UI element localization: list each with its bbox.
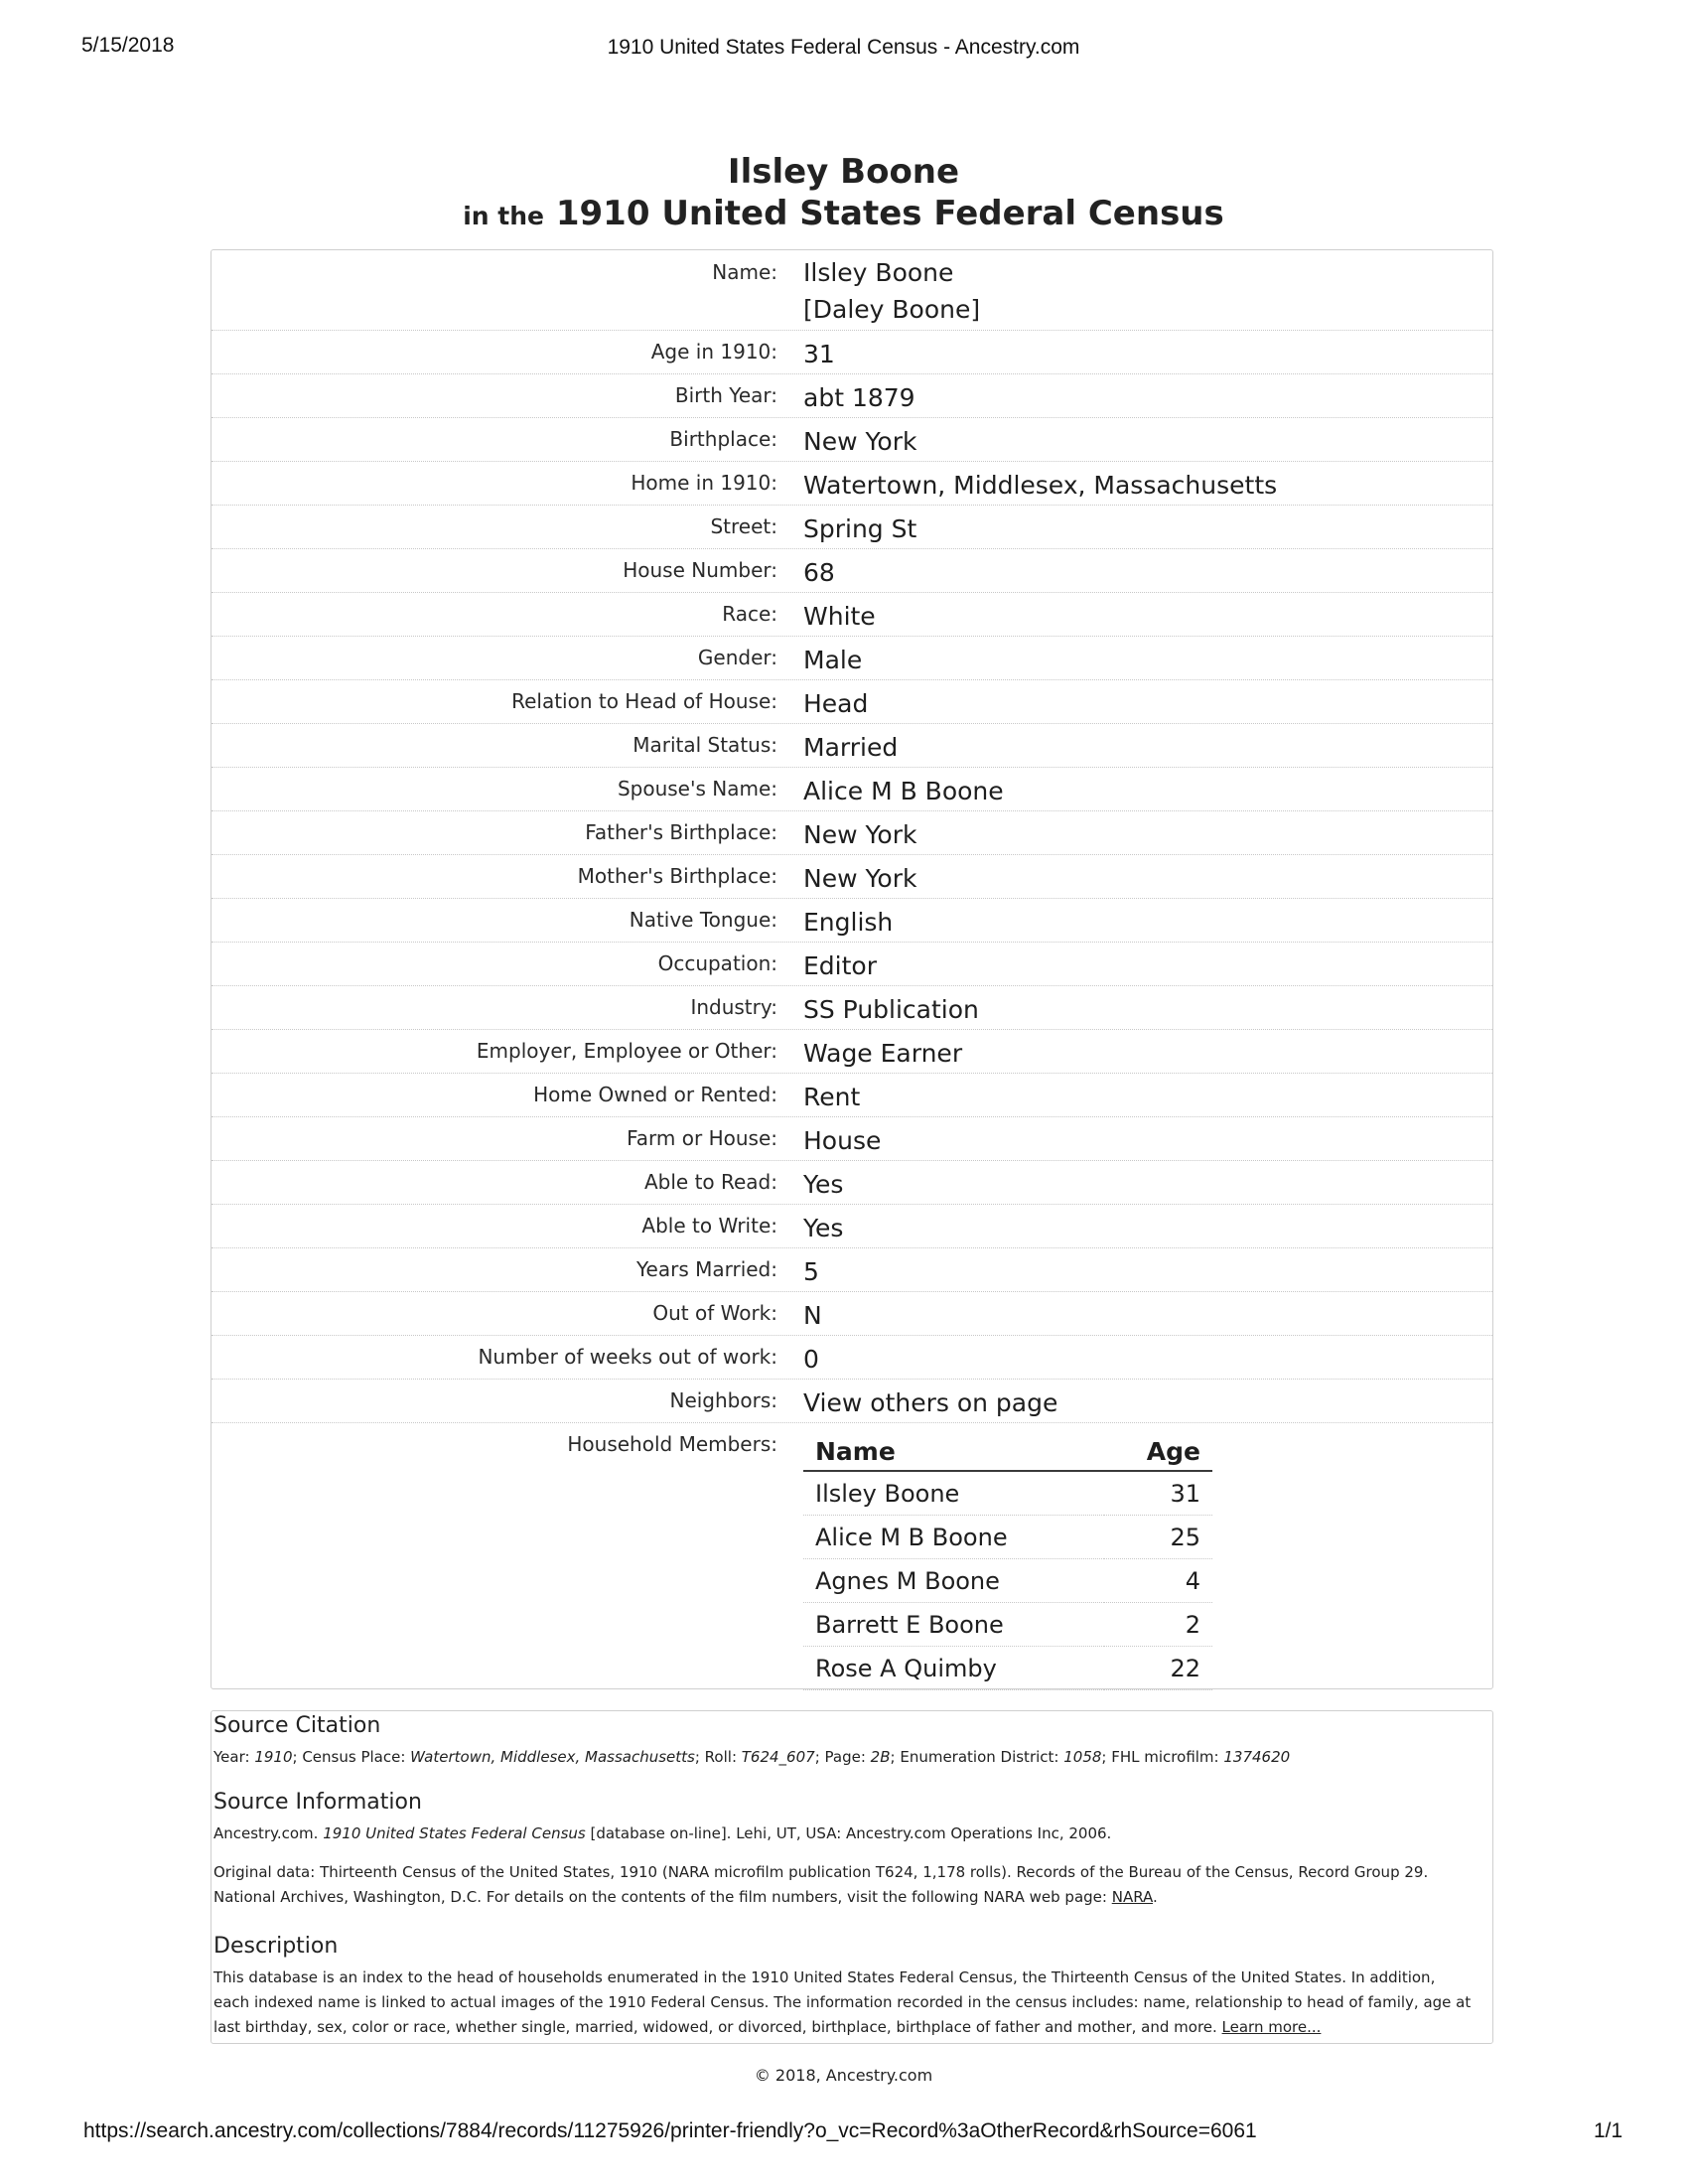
citation-year: 1910 bbox=[254, 1748, 293, 1766]
record-value: New York bbox=[803, 864, 917, 893]
record-value bbox=[803, 1384, 1057, 1421]
citation-fhl: 1374620 bbox=[1223, 1748, 1291, 1766]
citation-label: ; Page: bbox=[814, 1748, 871, 1766]
household-name-header: Name bbox=[803, 1432, 1104, 1471]
household-member-name: Agnes M Boone bbox=[803, 1559, 1104, 1603]
record-value: Rent bbox=[803, 1083, 861, 1111]
record-row bbox=[211, 898, 1492, 943]
collection-name: 1910 United States Federal Census bbox=[555, 194, 1224, 233]
name-primary: Ilsley Boone bbox=[803, 258, 954, 287]
household-member-row bbox=[803, 1559, 1212, 1603]
person-name-heading: Ilsley Boone bbox=[727, 152, 960, 192]
record-row-name bbox=[211, 250, 1492, 331]
record-row bbox=[211, 548, 1492, 593]
record-value: Married bbox=[803, 733, 899, 762]
record-row bbox=[211, 679, 1492, 724]
view-neighbors-link[interactable]: View others on page bbox=[803, 1388, 1058, 1417]
record-row bbox=[211, 1029, 1492, 1074]
record-label: Relation to Head of House: bbox=[511, 689, 777, 713]
record-row bbox=[211, 810, 1492, 855]
record-label: Street: bbox=[710, 514, 777, 538]
record-label: Native Tongue: bbox=[629, 908, 777, 932]
record-row bbox=[211, 1116, 1492, 1161]
record-row bbox=[211, 1335, 1492, 1380]
record-value: New York bbox=[803, 820, 917, 849]
source-citation-text bbox=[213, 1745, 1475, 1770]
copyright: © 2018, Ancestry.com bbox=[754, 2066, 933, 2085]
record-value: abt 1879 bbox=[803, 383, 915, 412]
household-member-row bbox=[803, 1516, 1212, 1559]
record-label: Birthplace: bbox=[669, 427, 777, 451]
print-page-number: 1/1 bbox=[1594, 2119, 1623, 2142]
record-label: Marital Status: bbox=[633, 733, 777, 757]
description-heading: Description bbox=[213, 1934, 339, 1959]
record-value: House bbox=[803, 1126, 882, 1155]
print-title: 1910 United States Federal Census - Ancestry.com bbox=[607, 36, 1080, 59]
nara-link[interactable]: NARA bbox=[1111, 1888, 1154, 1906]
record-value: New York bbox=[803, 427, 917, 456]
source-citation-heading: Source Citation bbox=[213, 1713, 381, 1738]
household-member-row bbox=[803, 1471, 1212, 1516]
household-member-row bbox=[803, 1647, 1212, 1690]
record-label: Industry: bbox=[690, 995, 777, 1019]
print-date: 5/15/2018 bbox=[81, 34, 175, 57]
source-info-prefix: Ancestry.com. bbox=[213, 1824, 324, 1842]
name-alternate: [Daley Boone] bbox=[803, 295, 981, 324]
household-header-row bbox=[803, 1432, 1212, 1471]
description-body: This database is an index to the head of households enumerated in the 1910 United States Federal Census, the Thirteenth Census of the United States. In addition, each indexed name is linked to actual images of the 1910 Federal Census. The information recorded in the census includes: name, relationship to head of family, age at last birthday, sex, color or race, whether single, married, widowed, or divorced, birthplace, birthplace of father and mother, and more. bbox=[213, 1968, 1472, 2036]
record-value: Head bbox=[803, 689, 869, 718]
household-member-name: Barrett E Boone bbox=[803, 1603, 1104, 1647]
record-row bbox=[211, 1073, 1492, 1117]
record-value bbox=[803, 254, 980, 328]
record-label: Household Members: bbox=[567, 1432, 777, 1456]
record-value: 68 bbox=[803, 558, 835, 587]
record-row bbox=[211, 373, 1492, 418]
citation-district: 1058 bbox=[1063, 1748, 1102, 1766]
record-label: Home in 1910: bbox=[631, 471, 777, 495]
record-value: English bbox=[803, 908, 894, 937]
record-label: Able to Write: bbox=[641, 1214, 777, 1238]
record-value: Yes bbox=[803, 1170, 844, 1199]
record-row bbox=[211, 1204, 1492, 1248]
household-member-age: 31 bbox=[1104, 1471, 1212, 1516]
source-information-text bbox=[213, 1821, 1475, 1846]
record-label: Race: bbox=[722, 602, 777, 626]
record-value: Male bbox=[803, 646, 863, 674]
record-row-household bbox=[211, 1422, 1492, 1685]
record-row bbox=[211, 636, 1492, 680]
record-value: N bbox=[803, 1301, 822, 1330]
print-footer bbox=[0, 2119, 1687, 2147]
record-value: 31 bbox=[803, 340, 835, 368]
record-row bbox=[211, 1247, 1492, 1292]
in-the-text: in the bbox=[463, 202, 545, 230]
record-row bbox=[211, 417, 1492, 462]
record-label: Farm or House: bbox=[627, 1126, 777, 1150]
source-info-box bbox=[211, 1710, 1493, 2044]
record-label: Neighbors: bbox=[669, 1388, 777, 1412]
record-row bbox=[211, 505, 1492, 549]
record-value: 0 bbox=[803, 1345, 819, 1374]
record-row bbox=[211, 1291, 1492, 1336]
original-data-text bbox=[213, 1860, 1475, 1910]
record-value: Spring St bbox=[803, 514, 917, 543]
record-row bbox=[211, 767, 1492, 811]
citation-label: ; Census Place: bbox=[292, 1748, 411, 1766]
record-value: Editor bbox=[803, 951, 877, 980]
citation-label: ; Enumeration District: bbox=[890, 1748, 1064, 1766]
record-value: Watertown, Middlesex, Massachusetts bbox=[803, 471, 1278, 500]
record-row bbox=[211, 461, 1492, 506]
source-information-heading: Source Information bbox=[213, 1790, 422, 1815]
print-header bbox=[0, 34, 1687, 64]
household-table bbox=[803, 1432, 1212, 1690]
original-data-end: . bbox=[1153, 1888, 1158, 1906]
record-label: Birth Year: bbox=[674, 383, 777, 407]
source-info-suffix: [database on-line]. Lehi, UT, USA: Ancestry.com Operations Inc, 2006. bbox=[585, 1824, 1112, 1842]
record-value: 5 bbox=[803, 1257, 819, 1286]
record-row bbox=[211, 1160, 1492, 1205]
record-label: Occupation: bbox=[657, 951, 777, 975]
record-row bbox=[211, 985, 1492, 1030]
record-row bbox=[211, 942, 1492, 986]
household-member-row bbox=[803, 1603, 1212, 1647]
record-label: Out of Work: bbox=[652, 1301, 777, 1325]
record-value: Yes bbox=[803, 1214, 844, 1242]
record-row bbox=[211, 330, 1492, 374]
citation-label: ; Roll: bbox=[694, 1748, 742, 1766]
citation-label: Year: bbox=[213, 1748, 255, 1766]
record-row bbox=[211, 723, 1492, 768]
record-row-neighbors bbox=[211, 1379, 1492, 1423]
source-info-title: 1910 United States Federal Census bbox=[323, 1824, 586, 1842]
record-label: Employer, Employee or Other: bbox=[476, 1039, 777, 1063]
print-url: https://search.ancestry.com/collections/7884/records/11275926/printer-friendly?o_vc=Record%3aOtherRecord&rhSource=6061 bbox=[83, 2119, 1257, 2142]
record-value: SS Publication bbox=[803, 995, 979, 1024]
record-label: Age in 1910: bbox=[650, 340, 777, 364]
record-label: Name: bbox=[712, 260, 777, 284]
household-member-name: Rose A Quimby bbox=[803, 1647, 1104, 1690]
citation-label: ; FHL microfilm: bbox=[1101, 1748, 1224, 1766]
household-member-name: Ilsley Boone bbox=[803, 1471, 1104, 1516]
record-label: Number of weeks out of work: bbox=[478, 1345, 777, 1369]
record-value: White bbox=[803, 602, 876, 631]
citation-page: 2B bbox=[870, 1748, 891, 1766]
record-title bbox=[0, 151, 1687, 237]
household-member-age: 2 bbox=[1104, 1603, 1212, 1647]
record-value: Wage Earner bbox=[803, 1039, 963, 1068]
citation-place: Watertown, Middlesex, Massachusetts bbox=[410, 1748, 695, 1766]
household-member-age: 25 bbox=[1104, 1516, 1212, 1559]
original-data: Original data: Thirteenth Census of the United States, 1910 (NARA microfilm publication T624, 1,178 rolls). Records of the Bureau of the Census, Record Group 29. National Archives, Washington, D.C. For details on the contents of the film numbers, visit the following NARA web page: bbox=[213, 1863, 1429, 1906]
household-age-header: Age bbox=[1104, 1432, 1212, 1471]
record-label: Home Owned or Rented: bbox=[533, 1083, 777, 1106]
record-label: Able to Read: bbox=[643, 1170, 777, 1194]
record-row bbox=[211, 854, 1492, 899]
record-label: House Number: bbox=[623, 558, 777, 582]
record-label: Spouse's Name: bbox=[617, 777, 777, 801]
record-label: Gender: bbox=[697, 646, 777, 669]
citation-roll: T624_607 bbox=[741, 1748, 815, 1766]
record-row bbox=[211, 592, 1492, 637]
record-label: Years Married: bbox=[635, 1257, 777, 1281]
record-label: Mother's Birthplace: bbox=[577, 864, 777, 888]
record-label: Father's Birthplace: bbox=[585, 820, 777, 844]
collection-heading bbox=[0, 193, 1687, 237]
household-member-age: 22 bbox=[1104, 1647, 1212, 1690]
household-member-name: Alice M B Boone bbox=[803, 1516, 1104, 1559]
learn-more-link[interactable]: Learn more... bbox=[1221, 2018, 1322, 2036]
household-member-age: 4 bbox=[1104, 1559, 1212, 1603]
record-value: Alice M B Boone bbox=[803, 777, 1004, 805]
record-details bbox=[211, 249, 1493, 1689]
description-text bbox=[213, 1966, 1475, 2040]
